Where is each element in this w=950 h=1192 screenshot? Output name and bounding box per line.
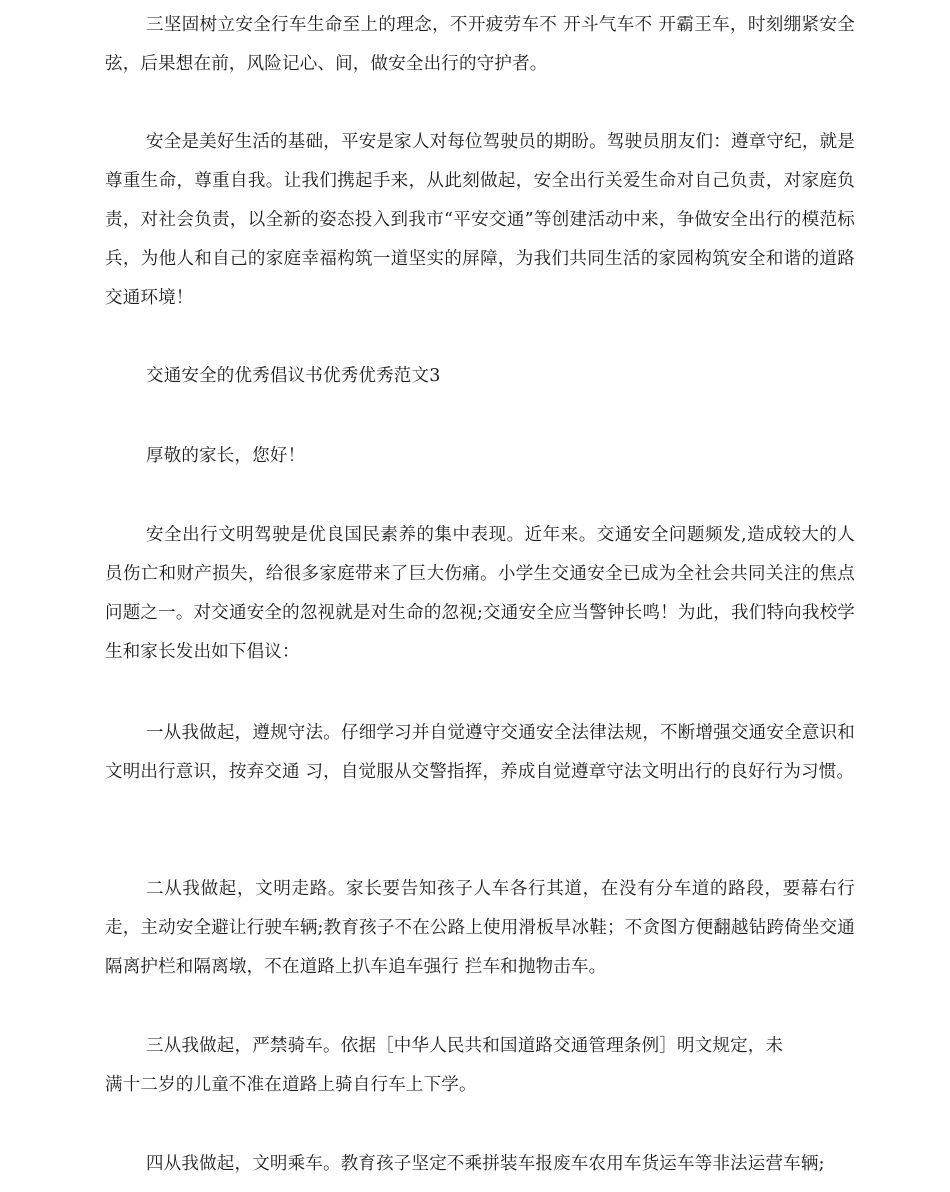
proposal-item-3-continued: 满十二岁的儿童不准在道路上骑自行车上下学。 [105, 1075, 477, 1095]
salutation: 厚敬的家长，您好！ [146, 446, 306, 466]
paragraph-intro: 安全出行文明驾驶是优良国民素养的集中表现。近年来。交通安全问题频发,造成较大的人员伤亡和财产损失，给很多家庭带来了巨大伤痛。小学生交通安全已成为全社会共同关注的焦点问题之一。对交通安全的忽视就是对生命的忽视;交通安全应当警钟长鸣！为此，我们特向我校学生和家长发出如下倡议： [105, 525, 855, 662]
paragraph-2: 安全是美好生活的基础，平安是家人对每位驾驶员的期盼。驾驶员朋友们：遵章守纪，就是尊重生命，尊重自我。让我们携起手来，从此刻做起，安全出行关爱生命对自己负责，对家庭负责，对社会负责，以全新的姿态投入到我市“平安交通”等创建活动中来，争做安全出行的模范标兵，为他人和自己的家庭幸福构筑一道坚实的屏障，为我们共同生活的家园构筑安全和谐的道路交通环境！ [105, 132, 855, 308]
section-heading: 交通安全的优秀倡议书优秀优秀范文3 [146, 366, 441, 386]
proposal-item-2: 二从我做起，文明走路。家长要告知孩子人车各行其道，在没有分车道的路段，要幕右行走，主动安全避让行驶车辆;教育孩子不在公路上使用滑板旱冰鞋；不贪图方便翻越钻跨倚坐交通隔离护栏和隔离墩，不在道路上扒车追车强行 拦车和抛物击车。 [105, 879, 855, 977]
proposal-item-1: 一从我做起，遵规守法。仔细学习并自觉遵守交通安全法律法规，不断增强交通安全意识和文明出行意识，按弃交通 习，自觉服从交警指挥，养成自觉遵章守法文明出行的良好行为习惯。 [105, 723, 855, 782]
proposal-item-3: 三从我做起，严禁骑车。依据［中华人民共和国道路交通管理条例］明文规定，未 [146, 1036, 784, 1056]
paragraph-1: 三坚固树立安全行车生命至上的理念，不开疲劳车不 开斗气车不 开霸王车，时刻绷紧安全弦，后果想在前，风险记心、间，做安全出行的守护者。 [105, 15, 855, 74]
proposal-item-4: 四从我做起，文明乘车。教育孩子坚定不乘拼装车报废车农用车货运车等非法运营车辆; [146, 1154, 825, 1174]
